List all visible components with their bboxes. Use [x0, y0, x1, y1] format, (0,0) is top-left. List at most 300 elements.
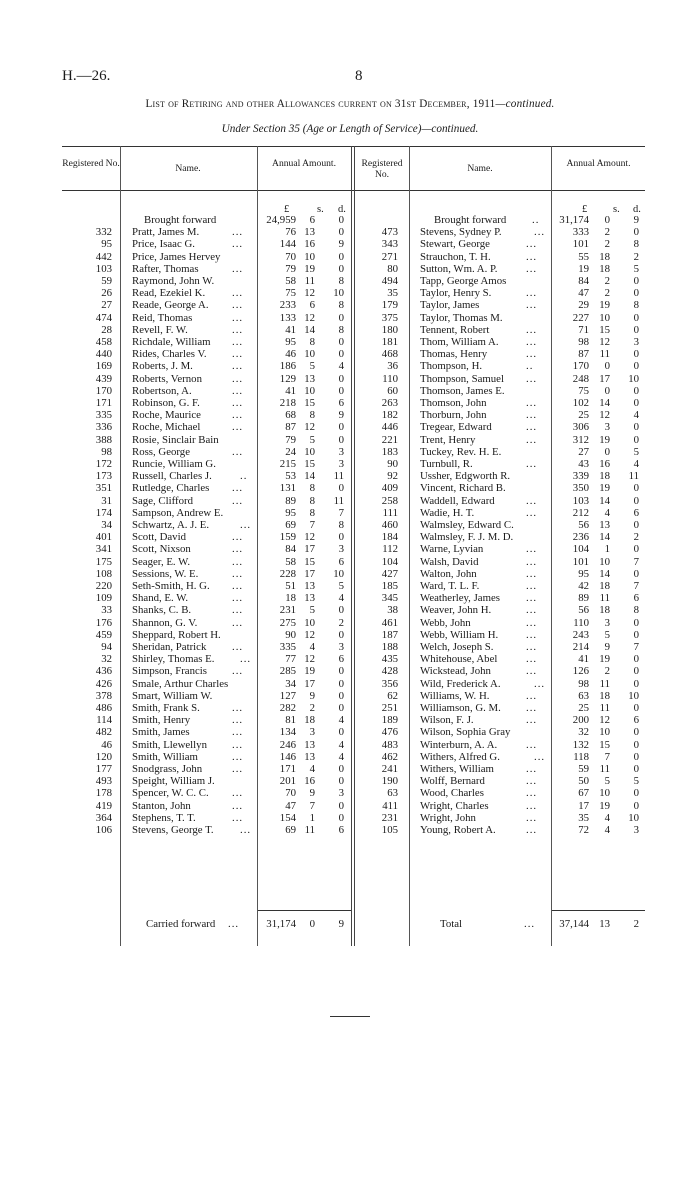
annual-amount-shillings: 7 [309, 519, 315, 531]
recipient-name: Roberts, Vernon [132, 372, 202, 385]
recipient-name: Richdale, William [132, 336, 211, 348]
recipient-name: Wilson, Sophia Gray [420, 726, 511, 739]
recipient-name: Walton, John [420, 567, 477, 580]
annual-amount-pence: 0 [338, 702, 344, 714]
annual-amount-shillings: 0 [604, 384, 610, 397]
leader-dots: ... [526, 323, 538, 336]
annual-amount-pence: 0 [338, 262, 344, 275]
annual-amount-pence: 4 [338, 738, 344, 751]
pounds-unit-right: £ [582, 204, 588, 215]
recipient-name: Seth-Smith, H. G. [132, 580, 210, 592]
annual-amount-pounds: 58 [285, 275, 296, 287]
annual-amount-pence: 7 [338, 506, 344, 519]
recipient-name: Taylor, James [420, 299, 480, 312]
registered-number: 185 [381, 580, 398, 592]
total-pence: 2 [633, 918, 639, 930]
annual-amount-shillings: 3 [604, 421, 610, 434]
leader-dots: ... [232, 787, 244, 800]
annual-amount-shillings: 2 [604, 287, 610, 300]
recipient-name: Waddell, Edward [420, 494, 495, 507]
registered-number: 426 [95, 677, 112, 690]
annual-amount-pounds: 81 [285, 714, 296, 727]
recipient-name: Young, Robert A. [420, 824, 496, 836]
annual-amount-shillings: 12 [304, 311, 315, 324]
registered-number: 458 [95, 336, 112, 348]
registered-number: 189 [381, 714, 398, 727]
annual-amount-shillings: 12 [599, 336, 610, 348]
registered-number: 436 [95, 665, 112, 678]
recipient-name: Price, James Hervey [132, 250, 221, 263]
recipient-name: Tapp, George Amos [420, 275, 507, 287]
annual-amount-shillings: 19 [599, 433, 610, 446]
registered-number: 440 [95, 348, 112, 361]
registered-number: 26 [101, 287, 112, 300]
leader-dots: ... [232, 763, 244, 775]
leader-dots: ... [526, 433, 538, 446]
col-divider [120, 146, 121, 946]
annual-amount-pence: 4 [633, 458, 639, 470]
annual-amount-pounds: 95 [578, 567, 589, 580]
annual-amount-shillings: 15 [304, 555, 315, 568]
annual-amount-shillings: 19 [599, 482, 610, 495]
annual-amount-shillings: 5 [604, 775, 610, 788]
annual-amount-pence: 0 [633, 799, 639, 812]
annual-amount-shillings: 12 [304, 421, 315, 434]
recipient-name: Sutton, Wm. A. P. [420, 262, 498, 275]
annual-amount-pounds: 133 [279, 311, 296, 324]
annual-amount-pence: 4 [338, 360, 344, 373]
recipient-name: Whitehouse, Abel [420, 653, 498, 666]
registered-number: 494 [381, 275, 398, 287]
recipient-name: Stevens, Sydney P. [420, 226, 502, 239]
registered-number: 62 [387, 689, 398, 702]
annual-amount-pence: 11 [333, 494, 344, 507]
registered-number: 177 [95, 763, 112, 775]
annual-amount-pounds: 110 [573, 616, 589, 629]
leader-dots: ... [232, 409, 244, 422]
annual-amount-pence: 5 [633, 775, 639, 788]
registered-number: 63 [387, 787, 398, 800]
recipient-name: Simpson, Francis [132, 665, 207, 678]
annual-amount-shillings: 17 [599, 372, 610, 385]
annual-amount-pounds: 47 [285, 799, 296, 812]
registered-number: 34 [101, 519, 112, 531]
annual-amount-shillings: 11 [599, 592, 610, 605]
annual-amount-shillings: 18 [599, 689, 610, 702]
leader-dots: .. [532, 214, 540, 226]
leader-dots: ... [228, 918, 240, 930]
registered-number: 401 [95, 531, 112, 544]
annual-amount-pounds: 146 [279, 750, 296, 763]
annual-amount-pence: 0 [338, 226, 344, 239]
registered-number: 27 [101, 299, 112, 312]
annual-amount-pence: 6 [633, 506, 639, 519]
leader-dots: ... [526, 604, 538, 617]
annual-amount-shillings: 18 [599, 604, 610, 617]
leader-dots: ... [526, 714, 538, 727]
recipient-name: Stephens, T. T. [132, 811, 196, 824]
registered-number: 94 [101, 641, 112, 653]
annual-amount-pence: 0 [633, 738, 639, 751]
annual-amount-shillings: 4 [604, 824, 610, 836]
leader-dots: ... [232, 726, 244, 739]
annual-amount-shillings: 17 [304, 567, 315, 580]
annual-amount-pounds: 333 [572, 226, 589, 239]
recipient-name: Roberts, J. M. [132, 360, 193, 373]
annual-amount-pounds: 212 [572, 506, 589, 519]
registered-number: 35 [387, 287, 398, 300]
leader-dots: .. [240, 470, 248, 483]
registered-number: 169 [95, 360, 112, 373]
leader-dots: ... [232, 299, 244, 312]
annual-amount-shillings: 8 [309, 482, 315, 495]
leader-dots: ... [232, 384, 244, 397]
registered-number: 184 [381, 531, 398, 544]
annual-amount-pence: 8 [338, 275, 344, 287]
annual-amount-shillings: 13 [304, 738, 315, 751]
annual-amount-pounds: 25 [578, 702, 589, 714]
annual-amount-shillings: 2 [604, 665, 610, 678]
annual-amount-pounds: 218 [279, 397, 296, 409]
registered-number: 435 [381, 653, 398, 666]
brought-forward-label: Brought forward [434, 214, 507, 226]
registered-number: 258 [381, 494, 398, 507]
annual-amount-pounds: 144 [279, 238, 296, 251]
leader-dots: ... [232, 714, 244, 727]
annual-amount-pence: 0 [633, 384, 639, 397]
registered-number: 335 [95, 409, 112, 422]
recipient-name: Thom, William A. [420, 336, 499, 348]
registered-number: 483 [381, 738, 398, 751]
recipient-name: Shanks, C. B. [132, 604, 192, 617]
annual-amount-shillings: 17 [304, 543, 315, 556]
annual-amount-pence: 3 [633, 824, 639, 836]
annual-amount-pounds: 131 [279, 482, 296, 495]
annual-amount-pounds: 95 [285, 336, 296, 348]
annual-amount-pounds: 236 [572, 531, 589, 544]
annual-amount-shillings: 13 [304, 750, 315, 763]
leader-dots: ... [232, 592, 244, 605]
annual-amount-shillings: 12 [304, 287, 315, 300]
recipient-name: Thomas, Henry [420, 348, 488, 361]
registered-number: 221 [381, 433, 398, 446]
annual-amount-pence: 0 [633, 397, 639, 409]
registered-number: 351 [95, 482, 112, 495]
annual-amount-shillings: 12 [304, 531, 315, 544]
shillings-unit-right: s. [613, 204, 620, 215]
double-divider [351, 146, 355, 946]
recipient-name: Walsh, David [420, 555, 479, 568]
registered-number: 28 [101, 323, 112, 336]
annual-amount-pounds: 79 [285, 433, 296, 446]
annual-amount-pounds: 118 [573, 750, 589, 763]
recipient-name: Strauchon, T. H. [420, 250, 491, 263]
annual-amount-pence: 0 [633, 702, 639, 714]
brought-forward-pence: 9 [633, 214, 639, 226]
annual-amount-pence: 0 [338, 665, 344, 678]
leader-dots: ... [526, 799, 538, 812]
recipient-name: Stanton, John [132, 799, 191, 812]
annual-amount-pence: 10 [628, 372, 639, 385]
annual-amount-pounds: 67 [578, 787, 589, 800]
annual-amount-pence: 0 [338, 384, 344, 397]
annual-amount-pence: 0 [633, 519, 639, 531]
recipient-name: Ward, T. L. F. [420, 580, 480, 592]
annual-amount-pounds: 63 [578, 689, 589, 702]
recipient-name: Pratt, James M. [132, 226, 200, 239]
annual-amount-pounds: 186 [279, 360, 296, 373]
recipient-name: Tregear, Edward [420, 421, 492, 434]
annual-amount-shillings: 19 [304, 262, 315, 275]
recipient-name: Scott, David [132, 531, 186, 544]
leader-dots: ... [526, 824, 538, 836]
leader-dots: .. [526, 360, 534, 373]
annual-amount-pence: 3 [338, 641, 344, 653]
annual-amount-pence: 3 [338, 458, 344, 470]
annual-amount-pence: 0 [633, 421, 639, 434]
leader-dots: ... [526, 372, 538, 385]
annual-amount-shillings: 14 [599, 567, 610, 580]
annual-amount-pence: 2 [338, 616, 344, 629]
annual-amount-pounds: 70 [285, 787, 296, 800]
annual-amount-pence: 11 [628, 470, 639, 483]
recipient-name: Walmsley, F. J. M. D. [420, 531, 514, 544]
annual-amount-pence: 0 [633, 628, 639, 641]
recipient-name: Winterburn, A. A. [420, 738, 498, 751]
annual-amount-pounds: 29 [578, 299, 589, 312]
annual-amount-pounds: 71 [578, 323, 589, 336]
leader-dots: ... [232, 311, 244, 324]
annual-amount-pence: 0 [633, 616, 639, 629]
annual-amount-shillings: 11 [599, 677, 610, 690]
recipient-name: Sampson, Andrew E. [132, 506, 224, 519]
annual-amount-shillings: 8 [309, 506, 315, 519]
registered-number: 98 [101, 445, 112, 458]
brought-forward-pounds: 24,959 [266, 214, 296, 226]
annual-amount-pounds: 69 [285, 824, 296, 836]
registered-number: 411 [382, 799, 398, 812]
registered-number: 31 [101, 494, 112, 507]
recipient-name: Robertson, A. [132, 384, 192, 397]
leader-dots: ... [534, 750, 546, 763]
col-divider [409, 146, 410, 946]
annual-amount-shillings: 5 [604, 628, 610, 641]
annual-amount-shillings: 18 [304, 714, 315, 727]
recipient-name: Smale, Arthur Charles [132, 677, 229, 690]
annual-amount-shillings: 19 [599, 299, 610, 312]
annual-amount-pounds: 76 [285, 226, 296, 239]
annual-amount-shillings: 10 [599, 311, 610, 324]
annual-amount-shillings: 14 [599, 397, 610, 409]
registered-number: 103 [95, 262, 112, 275]
registered-number: 32 [101, 653, 112, 666]
recipient-name: Tennent, Robert [420, 323, 490, 336]
annual-amount-pounds: 17 [578, 799, 589, 812]
annual-amount-pence: 0 [338, 336, 344, 348]
recipient-name: Wright, Charles [420, 799, 489, 812]
registered-number: 459 [95, 628, 112, 641]
annual-amount-pounds: 70 [285, 250, 296, 263]
registered-number: 36 [387, 360, 398, 373]
recipient-name: Williams, W. H. [420, 689, 490, 702]
annual-amount-pounds: 98 [578, 677, 589, 690]
recipient-name: Read, Ezekiel K. [132, 287, 206, 300]
annual-amount-pounds: 24 [285, 445, 296, 458]
annual-amount-shillings: 10 [599, 787, 610, 800]
leader-dots: ... [232, 580, 244, 592]
annual-amount-shillings: 1 [604, 543, 610, 556]
annual-amount-pounds: 132 [572, 738, 589, 751]
annual-amount-shillings: 16 [304, 775, 315, 788]
registered-number: 59 [101, 275, 112, 287]
recipient-name: Smart, William W. [132, 689, 213, 702]
registered-number: 175 [95, 555, 112, 568]
col-header-reg-left: Registered No. [62, 158, 120, 169]
registered-number: 428 [381, 665, 398, 678]
leader-dots: ... [526, 567, 538, 580]
annual-amount-pence: 6 [338, 397, 344, 409]
annual-amount-pence: 10 [628, 689, 639, 702]
annual-amount-shillings: 13 [599, 519, 610, 531]
annual-amount-pounds: 200 [572, 714, 589, 727]
annual-amount-pence: 6 [338, 555, 344, 568]
annual-amount-shillings: 14 [599, 494, 610, 507]
annual-amount-shillings: 18 [599, 262, 610, 275]
recipient-name: Robinson, G. F. [132, 397, 200, 409]
recipient-name: Shand, E. W. [132, 592, 189, 605]
leader-dots: ... [232, 641, 244, 653]
annual-amount-pence: 10 [628, 811, 639, 824]
annual-amount-pence: 4 [633, 409, 639, 422]
leader-dots: ... [232, 397, 244, 409]
registered-number: 112 [382, 543, 398, 556]
registered-number: 46 [101, 738, 112, 751]
annual-amount-pence: 0 [338, 421, 344, 434]
annual-amount-pence: 0 [338, 799, 344, 812]
leader-dots: ... [232, 738, 244, 751]
registered-number: 446 [381, 421, 398, 434]
page-number: 8 [355, 68, 363, 84]
annual-amount-pounds: 87 [285, 421, 296, 434]
annual-amount-shillings: 13 [304, 226, 315, 239]
annual-amount-shillings: 8 [309, 409, 315, 422]
registered-number: 90 [387, 458, 398, 470]
registered-number: 104 [381, 555, 398, 568]
recipient-name: Price, Isaac G. [132, 238, 195, 251]
annual-amount-pence: 0 [633, 226, 639, 239]
shillings-unit-left: s. [317, 204, 324, 215]
annual-amount-shillings: 0 [604, 445, 610, 458]
pence-unit-left: d. [338, 204, 346, 215]
registered-number: 38 [387, 604, 398, 617]
document-reference: H.—26. [62, 68, 111, 84]
recipient-name: Revell, F. W. [132, 323, 188, 336]
annual-amount-pence: 8 [338, 519, 344, 531]
recipient-name: Webb, William H. [420, 628, 499, 641]
annual-amount-shillings: 13 [304, 372, 315, 385]
annual-amount-pence: 9 [338, 238, 344, 251]
annual-amount-pence: 8 [633, 238, 639, 251]
registered-number: 493 [95, 775, 112, 788]
leader-dots: ... [232, 348, 244, 361]
recipient-name: Thompson, Samuel [420, 372, 504, 385]
leader-dots: ... [240, 519, 252, 531]
annual-amount-shillings: 4 [309, 763, 315, 775]
registered-number: 182 [381, 409, 398, 422]
annual-amount-pounds: 68 [285, 409, 296, 422]
annual-amount-pounds: 312 [572, 433, 589, 446]
annual-amount-pence: 6 [633, 714, 639, 727]
annual-amount-pence: 0 [633, 665, 639, 678]
recipient-name: Schwartz, A. J. E. [132, 519, 210, 531]
annual-amount-pence: 0 [338, 775, 344, 788]
annual-amount-pounds: 89 [578, 592, 589, 605]
registered-number: 80 [387, 262, 398, 275]
annual-amount-shillings: 3 [604, 616, 610, 629]
recipient-name: Ussher, Edgworth R. [420, 470, 511, 483]
annual-amount-shillings: 12 [304, 653, 315, 666]
annual-amount-pence: 0 [633, 567, 639, 580]
registered-number: 460 [381, 519, 398, 531]
annual-amount-shillings: 2 [604, 238, 610, 251]
brought-forward-pounds: 31,174 [559, 214, 589, 226]
leader-dots: ... [526, 299, 538, 312]
annual-amount-shillings: 1 [309, 811, 315, 824]
recipient-name: Raymond, John W. [132, 275, 215, 287]
leader-dots: ... [232, 445, 244, 458]
recipient-name: Sage, Clifford [132, 494, 193, 507]
leader-dots: ... [526, 543, 538, 556]
registered-number: 120 [95, 750, 112, 763]
annual-amount-pounds: 243 [572, 628, 589, 641]
registered-number: 188 [381, 641, 398, 653]
annual-amount-pounds: 43 [578, 458, 589, 470]
leader-dots: ... [232, 482, 244, 495]
annual-amount-pounds: 41 [285, 323, 296, 336]
leader-dots: ... [534, 677, 546, 690]
annual-amount-shillings: 0 [604, 360, 610, 373]
annual-amount-shillings: 14 [304, 470, 315, 483]
annual-amount-pounds: 56 [578, 604, 589, 617]
recipient-name: Wild, Frederick A. [420, 677, 501, 690]
pence-unit-right: d. [633, 204, 641, 215]
annual-amount-pounds: 231 [279, 604, 296, 617]
annual-amount-shillings: 19 [599, 799, 610, 812]
annual-amount-pence: 5 [338, 580, 344, 592]
leader-dots: ... [232, 616, 244, 629]
annual-amount-pence: 0 [338, 531, 344, 544]
annual-amount-pence: 0 [338, 348, 344, 361]
annual-amount-pounds: 69 [285, 519, 296, 531]
annual-amount-pence: 3 [338, 787, 344, 800]
registered-number: 190 [381, 775, 398, 788]
annual-amount-pence: 0 [633, 482, 639, 495]
registered-number: 336 [95, 421, 112, 434]
annual-amount-pounds: 246 [279, 738, 296, 751]
registered-number: 181 [381, 336, 398, 348]
recipient-name: Smith, James [132, 726, 190, 739]
registered-number: 251 [381, 702, 398, 714]
annual-amount-pence: 0 [338, 689, 344, 702]
recipient-name: Tuckey, Rev. H. E. [420, 445, 502, 458]
annual-amount-pence: 0 [338, 250, 344, 263]
registered-number: 468 [381, 348, 398, 361]
leader-dots: ... [526, 421, 538, 434]
leader-dots: ... [526, 763, 538, 775]
annual-amount-pence: 0 [338, 604, 344, 617]
leader-dots: ... [526, 689, 538, 702]
leader-dots: ... [526, 628, 538, 641]
